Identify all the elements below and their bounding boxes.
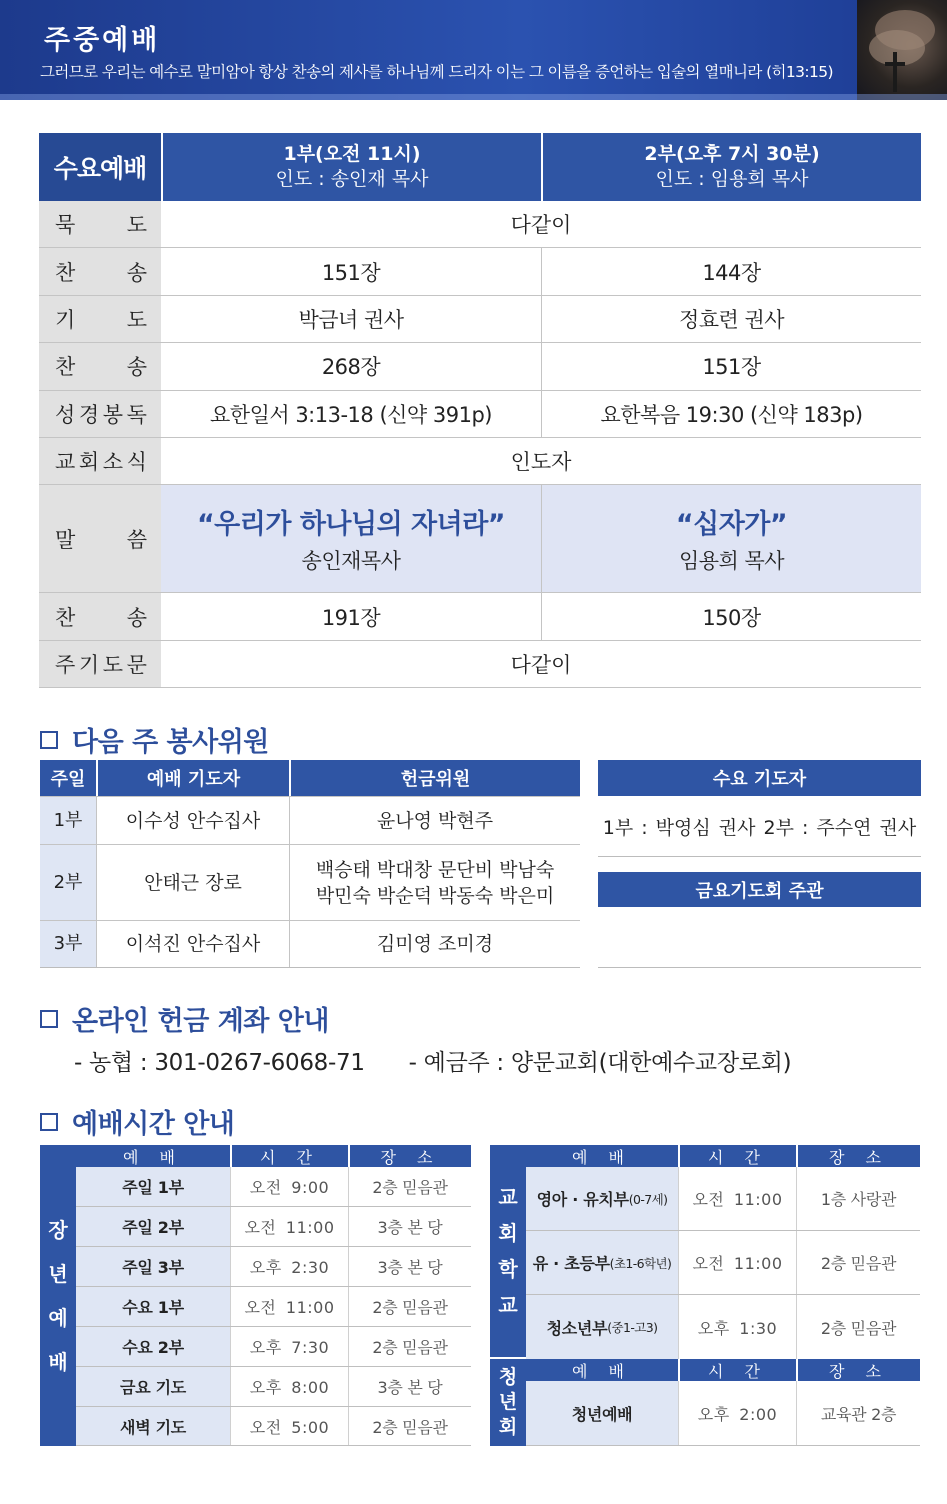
account-number: - 농협 : 301-0267-6068-71 [74, 1050, 365, 1076]
service2-value: 144장 [541, 248, 921, 294]
sermon-title: “우리가 하나님의 자녀라” [196, 509, 506, 541]
row-value: 다같이 [510, 213, 572, 238]
row-scripture [39, 391, 921, 438]
schedule-heading: 예배시간 안내 [40, 1102, 234, 1141]
volunteers-table [40, 760, 580, 968]
service2-value: 150장 [541, 593, 921, 639]
sermon-2 [541, 485, 921, 592]
row-hymn-2 [39, 343, 921, 390]
table-row: 3부 이석진 안수집사 김미영 조미경 [40, 920, 580, 967]
service2-time: 2부(오후 7시 30분) [644, 143, 820, 165]
table-row: 주일 2부 오전 11:00 3층 본 당 [76, 1207, 471, 1247]
school-schedule-table [490, 1145, 921, 1446]
row-label: 교 회 소 식 [39, 438, 161, 484]
service2-value: 요한복음 19:30 (신약 183p) [541, 391, 921, 437]
adult-worship-label: 장 년 예 배 [40, 1145, 76, 1446]
table-row: 새벽 기도 오전 5:00 2층 믿음관 [76, 1407, 471, 1446]
schedule-header: 예 배 시 간 장 소 [526, 1145, 920, 1167]
service2-value: 정효련 권사 [541, 296, 921, 342]
wednesday-table-header [39, 133, 921, 201]
row-hymn-1 [39, 248, 921, 295]
table-row: 1부 이수성 안수집사 윤나영 박현주 [40, 796, 580, 844]
row-hymn-3 [39, 593, 921, 640]
volunteers-heading: 다음 주 봉사위원 [40, 720, 269, 759]
account-holder: - 예금주 : 양문교회(대한예수교장로회) [408, 1050, 792, 1076]
row-label: 주 기 도 문 [39, 641, 161, 687]
row-silent-prayer [39, 201, 921, 248]
wednesday-service-table [39, 133, 921, 688]
page-title: 주중예배 [44, 25, 161, 56]
row-label: 찬 송 [39, 593, 161, 639]
online-offering-heading: 온라인 헌금 계좌 안내 [40, 999, 329, 1038]
table-row: 수요 1부 오전 11:00 2층 믿음관 [76, 1287, 471, 1327]
row-lords-prayer [39, 641, 921, 688]
row-value: 인도자 [510, 450, 572, 475]
header-banner [0, 0, 947, 100]
service1-value: 268장 [321, 355, 381, 380]
table-row: 금요 기도 오후 8:00 3층 본 당 [76, 1367, 471, 1407]
service1-leader: 인도 : 송인재 목사 [275, 168, 429, 190]
service2-header [541, 133, 921, 201]
service1-time: 1부(오전 11시) [283, 143, 421, 165]
sermon-preacher: 임용희 목사 [678, 549, 785, 574]
table-row: 주일 3부 오후 2:30 3층 본 당 [76, 1247, 471, 1287]
row-church-news [39, 438, 921, 485]
row-sermon [39, 485, 921, 593]
square-bullet-icon [40, 1010, 58, 1028]
table-row: 주일 1부 오전 9:00 2층 믿음관 [76, 1167, 471, 1207]
wednesday-prayer-box [598, 760, 921, 968]
account-info [74, 1044, 791, 1077]
sermon-title: “십자가” [675, 509, 788, 541]
church-school-label: 교 회 학 교 [490, 1145, 526, 1357]
service1-header [161, 133, 541, 201]
row-label: 성 경 봉 독 [39, 391, 161, 437]
schedule-header: 예 배 시 간 장 소 [76, 1145, 471, 1167]
schedule-header: 예 배 시 간 장 소 [526, 1359, 920, 1381]
service2-leader: 인도 : 임용희 목사 [655, 168, 809, 190]
wednesday-prayer-text: 1부 : 박영심 권사 2부 : 주수연 권사 [598, 796, 921, 857]
table-row: 영아 · 유치부 (0-7세) 오전 11:00 1층 사랑관 [526, 1167, 920, 1231]
praying-hands-image [857, 0, 947, 100]
row-label: 묵 도 [39, 201, 161, 247]
wednesday-prayer-header: 수요 기도자 [598, 760, 921, 796]
divider [598, 967, 921, 968]
table-row: 2부 안태근 장로 백승태 박대창 문단비 박남숙 박민숙 박순덕 박동숙 박은미 [40, 844, 580, 920]
service1-value: 191장 [321, 605, 381, 630]
bible-verse: 그러므로 우리는 예수로 말미암아 항상 찬송의 제사를 하나님께 드리자 이는 그 이름을 증언하는 입술의 열매니라 (히13:15) [40, 63, 834, 81]
row-label: 찬 송 [39, 343, 161, 389]
row-label: 말 씀 [39, 485, 161, 592]
service1-value: 151장 [321, 260, 381, 285]
table-row: 청소년부 (중1-고3) 오후 1:30 2층 믿음관 [526, 1295, 920, 1359]
table-row: 수요 2부 오후 7:30 2층 믿음관 [76, 1327, 471, 1367]
row-label: 찬 송 [39, 248, 161, 294]
friday-prayer-header: 금요기도회 주관 [598, 872, 921, 907]
row-value: 다같이 [510, 652, 572, 677]
square-bullet-icon [40, 1113, 58, 1131]
sermon-1 [161, 485, 541, 592]
square-bullet-icon [40, 731, 58, 749]
wednesday-title: 수요예배 [39, 133, 161, 201]
service2-value: 151장 [541, 343, 921, 389]
table-row: 유 · 초등부 (초1-6학년) 오전 11:00 2층 믿음관 [526, 1231, 920, 1295]
sermon-preacher: 송인재목사 [301, 549, 401, 574]
service1-value: 요한일서 3:13-18 (신약 391p) [210, 402, 492, 427]
service1-value: 박금녀 권사 [298, 307, 404, 332]
volunteers-header: 주일 예배 기도자 헌금위원 [40, 760, 580, 796]
table-row: 청년예배 오후 2:00 교육관 2층 [526, 1381, 920, 1446]
adult-schedule-table [40, 1145, 471, 1446]
row-label: 기 도 [39, 296, 161, 342]
row-prayer [39, 296, 921, 343]
youth-group-label: 청 년 회 [490, 1359, 526, 1446]
